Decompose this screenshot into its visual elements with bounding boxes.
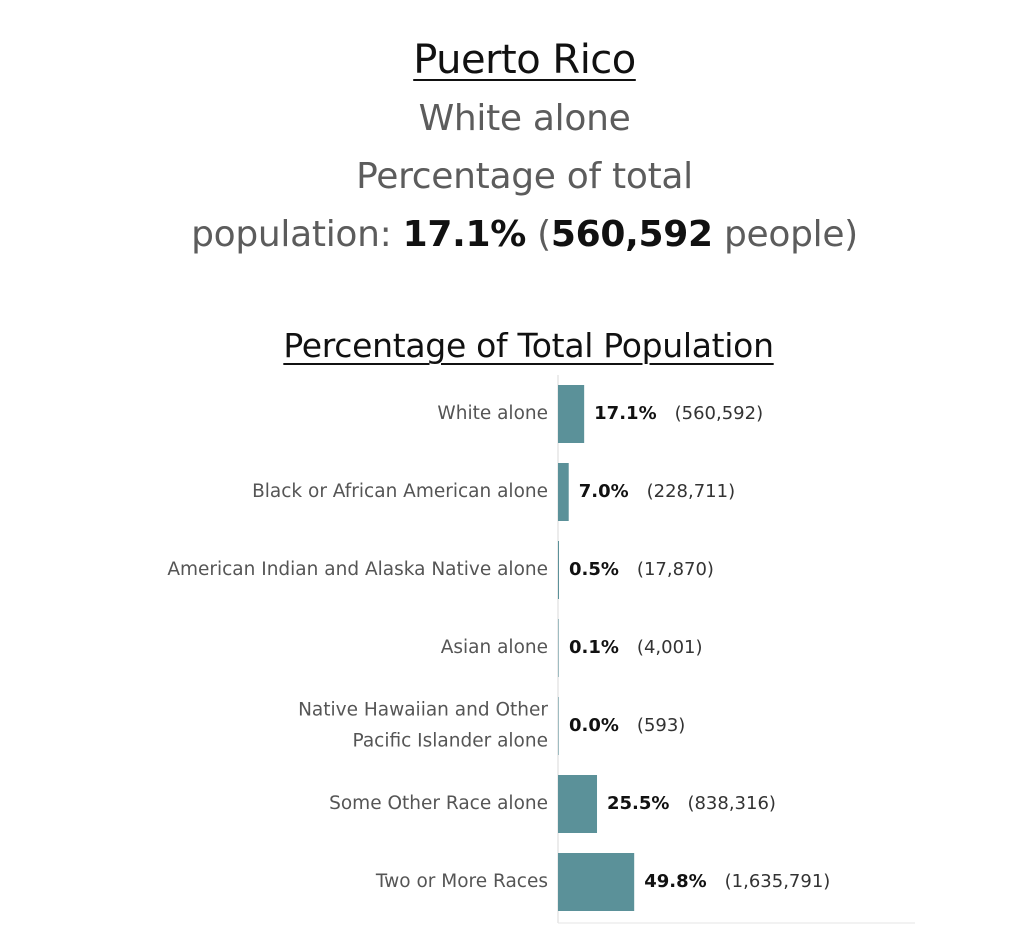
value-label: 49.8% — [644, 871, 707, 892]
bar — [558, 619, 559, 677]
value-label: 0.5% — [569, 559, 619, 580]
value-label: 17.1% — [594, 403, 657, 424]
category-label: Black or African American alone — [252, 481, 548, 502]
category-label: Native Hawaiian and Other — [298, 699, 548, 721]
category-label: Some Other Race alone — [329, 793, 548, 814]
bar — [558, 775, 597, 833]
category-label: Asian alone — [440, 637, 548, 658]
count-label: (4,001) — [636, 637, 703, 658]
value-label: 0.1% — [569, 637, 619, 658]
bar — [558, 463, 569, 521]
value-label: 0.0% — [569, 715, 619, 736]
bar — [558, 541, 559, 599]
category-label: American Indian and Alaska Native alone — [167, 559, 548, 580]
people-count: 560,592 — [550, 214, 713, 255]
bar — [558, 385, 584, 443]
count-label: (228,711) — [646, 481, 736, 502]
value-label: 25.5% — [607, 793, 670, 814]
category-label: Two or More Races — [375, 871, 548, 892]
region-title: Puerto Rico — [413, 37, 636, 83]
chart-title: Percentage of Total Population — [283, 326, 774, 365]
population-prefix: population: — [191, 214, 403, 255]
category-label: Pacific Islander alone — [352, 730, 548, 752]
count-label: (593) — [636, 715, 686, 736]
count-label: (838,316) — [687, 793, 776, 814]
group-name: White alone — [418, 98, 631, 139]
value-label: 7.0% — [578, 481, 629, 502]
category-label: White alone — [437, 403, 548, 424]
bar — [558, 697, 559, 755]
people-suffix: people) — [712, 214, 858, 255]
paren-open: ( — [526, 214, 551, 255]
count-label: (17,870) — [636, 559, 714, 580]
description-line-2: Percentage of total — [356, 156, 693, 197]
count-label: (560,592) — [674, 403, 764, 424]
bar — [558, 853, 634, 911]
labels — [167, 403, 830, 892]
percentage-value: 17.1% — [402, 214, 527, 255]
count-label: (1,635,791) — [724, 871, 831, 892]
